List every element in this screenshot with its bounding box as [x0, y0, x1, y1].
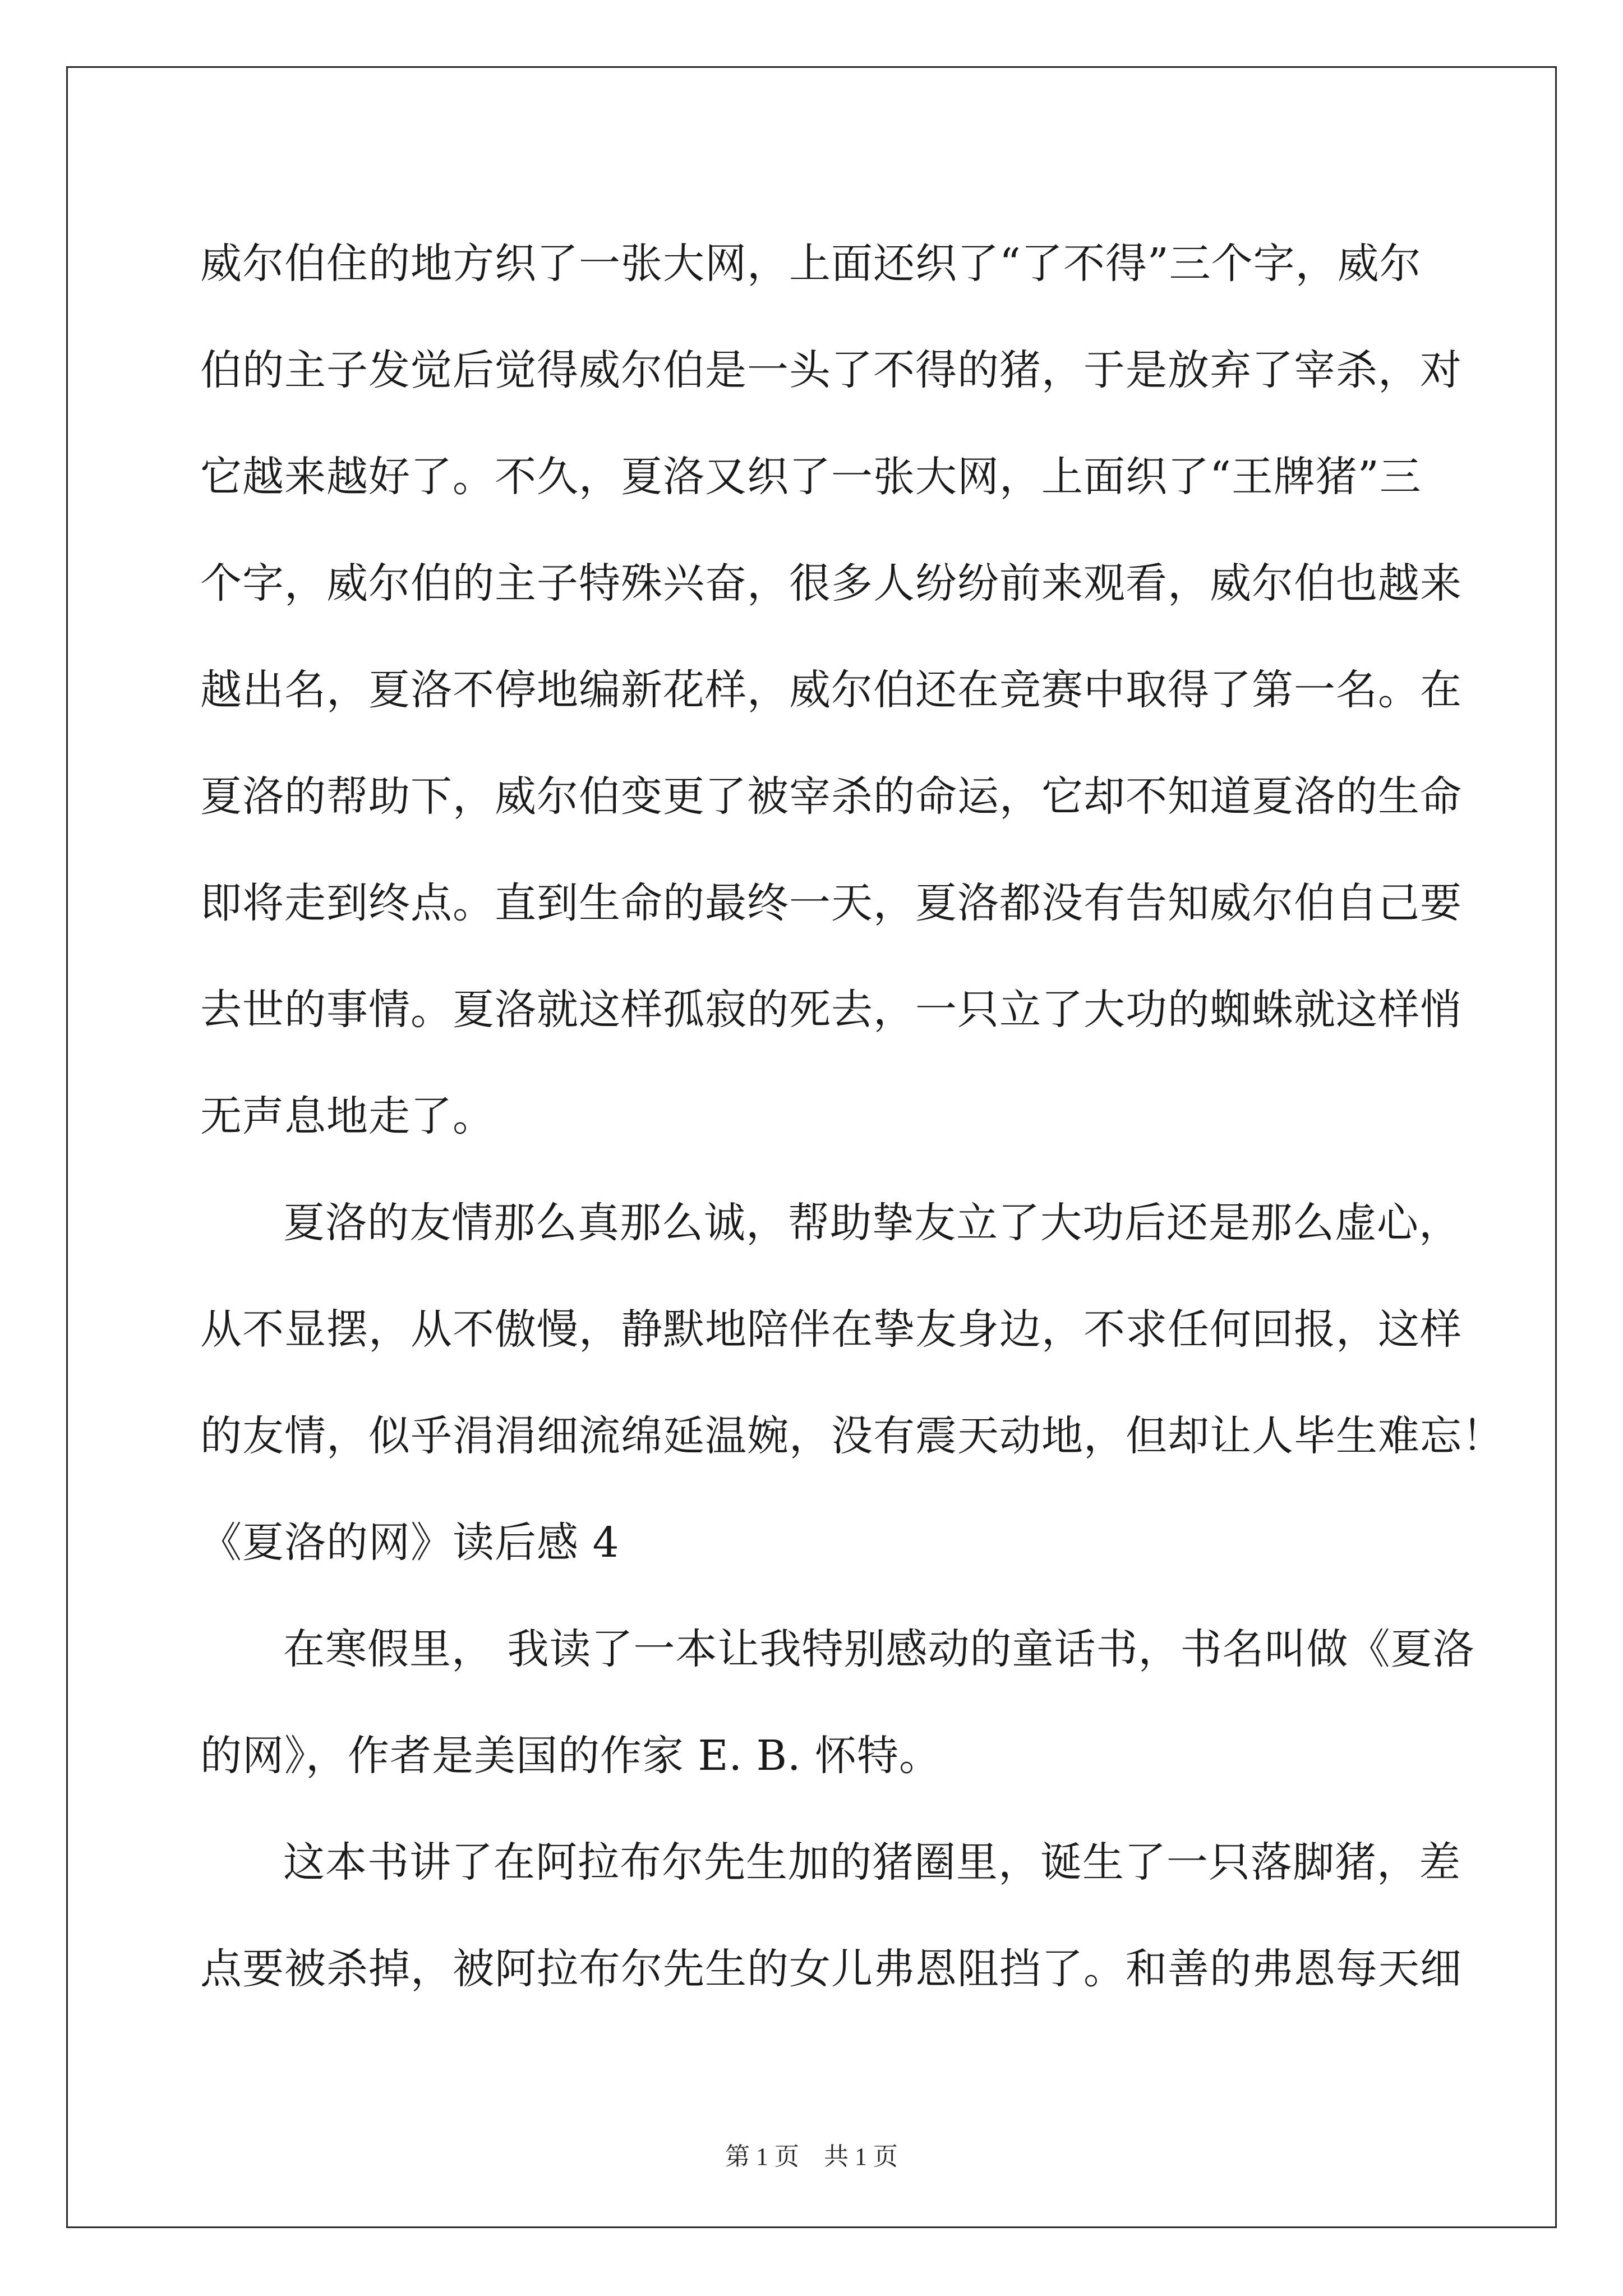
text-line-10: 夏洛的友情那么真那么诚，帮助挚友立了大功后还是那么虚心，	[283, 1199, 1461, 1247]
text-line-1: 威尔伯住的地方织了一张大网，上面还织了“了不得”三个字，威尔	[200, 240, 1422, 288]
text-line-16: 这本书讲了在阿拉布尔先生加的猪圈里，诞生了一只落脚猪，差	[283, 1838, 1461, 1887]
text-line-8: 去世的事情。夏洛就这样孤寂的死去，一只立了大功的蜘蛛就这样悄	[200, 986, 1462, 1034]
text-line-14: 在寒假里， 我读了一本让我特别感动的童话书，书名叫做《夏洛	[283, 1625, 1475, 1673]
text-line-6: 夏洛的帮助下，威尔伯变更了被宰杀的命运，它却不知道夏洛的生命	[200, 772, 1462, 821]
text-line-2: 伯的主子发觉后觉得威尔伯是一头了不得的猪，于是放弃了宰杀，对	[200, 346, 1462, 394]
text-line-5: 越出名，夏洛不停地编新花样，威尔伯还在竞赛中取得了第一名。在	[200, 666, 1462, 714]
text-line-3: 它越来越好了。不久，夏洛又织了一张大网，上面织了“王牌猪”三	[200, 453, 1422, 501]
section-heading: 《夏洛的网》读后感 4	[200, 1519, 620, 1567]
text-line-17: 点要被杀掉，被阿拉布尔先生的女儿弗恩阻挡了。和善的弗恩每天细	[200, 1945, 1462, 1993]
document-body	[200, 210, 1504, 2022]
text-line-4: 个字，威尔伯的主子特殊兴奋，很多人纷纷前来观看，威尔伯也越来	[200, 559, 1462, 608]
page-footer: 第 1 页 共 1 页	[725, 2143, 898, 2170]
text-line-9: 无声息地走了。	[200, 1092, 495, 1140]
text-line-12: 的友情，似乎涓涓细流绵延温婉，没有震天动地，但却让人毕生难忘！	[200, 1412, 1504, 1460]
text-line-7: 即将走到终点。直到生命的最终一天，夏洛都没有告知威尔伯自己要	[200, 879, 1462, 927]
text-line-11: 从不显摆，从不傲慢，静默地陪伴在挚友身边，不求任何回报，这样	[200, 1305, 1462, 1354]
text-line-15: 的网》，作者是美国的作家 E. B. 怀特。	[200, 1732, 942, 1780]
